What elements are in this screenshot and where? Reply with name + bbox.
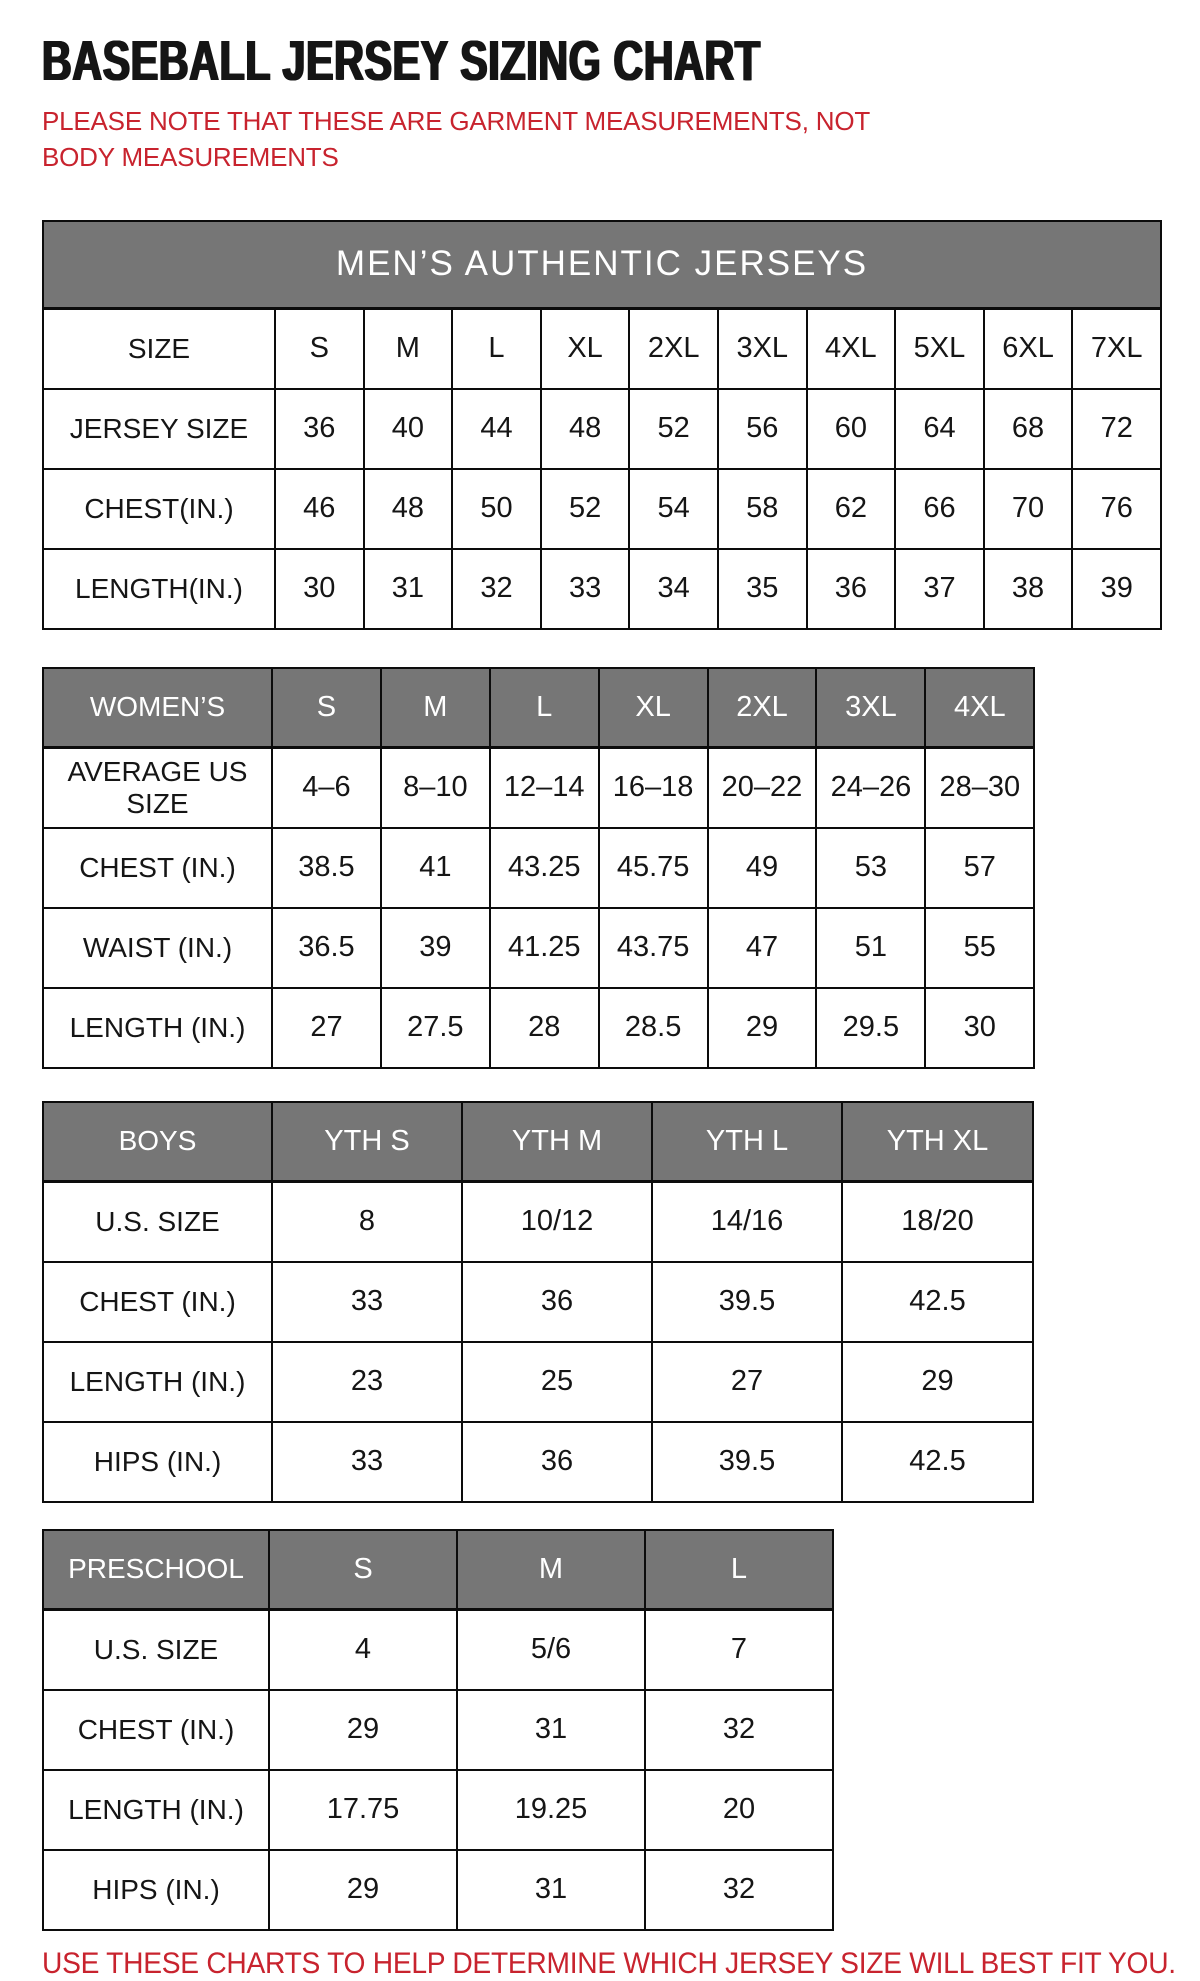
value-cell: 33 [272,1422,462,1502]
value-cell: 35 [718,549,807,629]
mens-table-title-row [43,221,1161,309]
value-cell: 29 [842,1342,1033,1422]
value-cell: 5/6 [457,1610,645,1690]
row-label: JERSEY SIZE [43,389,275,469]
value-cell: 52 [629,389,718,469]
col-header: L [645,1530,833,1610]
value-cell: 8 [272,1182,462,1262]
row-label: U.S. SIZE [43,1610,269,1690]
table-header-label: PRESCHOOL [43,1530,269,1610]
row-label: SIZE [43,309,275,389]
preschool-length-row [43,1770,833,1850]
value-cell: 47 [708,908,817,988]
value-cell: 29 [269,1850,457,1930]
value-cell: 46 [275,469,364,549]
boys-chest-row [43,1262,1033,1342]
col-header: XL [541,309,630,389]
value-cell: 50 [452,469,541,549]
value-cell: 31 [457,1690,645,1770]
col-header: YTH XL [842,1102,1033,1182]
col-header: 5XL [895,309,984,389]
row-label: WAIST (IN.) [43,908,272,988]
value-cell: 60 [807,389,896,469]
value-cell: 32 [452,549,541,629]
value-cell: 25 [462,1342,652,1422]
value-cell: 28–30 [925,748,1034,828]
preschool-hips-row [43,1850,833,1930]
value-cell: 28.5 [599,988,708,1068]
value-cell: 42.5 [842,1262,1033,1342]
value-cell: 32 [645,1690,833,1770]
value-cell: 4 [269,1610,457,1690]
value-cell: 66 [895,469,984,549]
value-cell: 38.5 [272,828,381,908]
table-header-label: WOMEN’S [43,668,272,748]
value-cell: 42.5 [842,1422,1033,1502]
value-cell: 31 [364,549,453,629]
value-cell: 36 [462,1262,652,1342]
value-cell: 31 [457,1850,645,1930]
value-cell: 39 [1072,549,1161,629]
page-title-text: BASEBALL JERSEY SIZING CHART [42,29,761,93]
value-cell: 53 [816,828,925,908]
col-header: YTH L [652,1102,842,1182]
col-header: YTH M [462,1102,652,1182]
boys-hips-row [43,1422,1033,1502]
fit-advice-note [42,1947,1200,1981]
value-cell: 36 [462,1422,652,1502]
value-cell: 76 [1072,469,1161,549]
value-cell: 29.5 [816,988,925,1068]
mens-size-header-row [43,309,1161,389]
value-cell: 10/12 [462,1182,652,1262]
mens-chest-row [43,469,1161,549]
value-cell: 36 [807,549,896,629]
col-header: 3XL [718,309,807,389]
row-label: HIPS (IN.) [43,1850,269,1930]
col-header: 3XL [816,668,925,748]
row-label: CHEST (IN.) [43,1690,269,1770]
value-cell: 58 [718,469,807,549]
value-cell: 30 [925,988,1034,1068]
value-cell: 70 [984,469,1073,549]
womens-us-size-row [43,748,1034,828]
womens-header-row [43,668,1034,748]
row-label: CHEST (IN.) [43,1262,272,1342]
value-cell: 36 [275,389,364,469]
value-cell: 57 [925,828,1034,908]
value-cell: 41.25 [490,908,599,988]
value-cell: 28 [490,988,599,1068]
row-label: U.S. SIZE [43,1182,272,1262]
value-cell: 34 [629,549,718,629]
value-cell: 43.75 [599,908,708,988]
value-cell: 37 [895,549,984,629]
value-cell: 18/20 [842,1182,1033,1262]
garment-measurement-note: PLEASE NOTE THAT THESE ARE GARMENT MEASUREMENTS, NOT BODY MEASUREMENTS [42,105,870,172]
value-cell: 8–10 [381,748,490,828]
value-cell: 14/16 [652,1182,842,1262]
fit-advice-text: USE THESE CHARTS TO HELP DETERMINE WHICH JERSEY SIZE WILL BEST FIT YOU. [42,1946,1176,1980]
value-cell: 27 [272,988,381,1068]
row-label: LENGTH (IN.) [43,988,272,1068]
value-cell: 64 [895,389,984,469]
value-cell: 56 [718,389,807,469]
col-header: S [272,668,381,748]
womens-sizing-table [42,667,1035,1069]
col-header: L [490,668,599,748]
value-cell: 17.75 [269,1770,457,1850]
col-header: S [275,309,364,389]
preschool-chest-row [43,1690,833,1770]
table-header-label: BOYS [43,1102,272,1182]
row-label: LENGTH (IN.) [43,1342,272,1422]
preschool-sizing-table [42,1529,834,1931]
value-cell: 27 [652,1342,842,1422]
value-cell: 33 [541,549,630,629]
mens-sizing-table [42,220,1162,630]
col-header: 6XL [984,309,1073,389]
value-cell: 41 [381,828,490,908]
value-cell: 52 [541,469,630,549]
value-cell: 54 [629,469,718,549]
value-cell: 36.5 [272,908,381,988]
value-cell: 44 [452,389,541,469]
value-cell: 40 [364,389,453,469]
col-header: 4XL [807,309,896,389]
value-cell: 68 [984,389,1073,469]
mens-table-title: MEN’S AUTHENTIC JERSEYS [43,221,1161,309]
value-cell: 16–18 [599,748,708,828]
value-cell: 30 [275,549,364,629]
preschool-header-row [43,1530,833,1610]
value-cell: 32 [645,1850,833,1930]
value-cell: 7 [645,1610,833,1690]
value-cell: 72 [1072,389,1161,469]
boys-us-size-row [43,1182,1033,1262]
value-cell: 49 [708,828,817,908]
value-cell: 19.25 [457,1770,645,1850]
row-label: CHEST (IN.) [43,828,272,908]
col-header: L [452,309,541,389]
col-header: M [364,309,453,389]
boys-header-row [43,1102,1033,1182]
value-cell: 62 [807,469,896,549]
value-cell: 23 [272,1342,462,1422]
value-cell: 48 [364,469,453,549]
row-label: AVERAGE US SIZE [43,748,272,828]
value-cell: 29 [708,988,817,1068]
value-cell: 51 [816,908,925,988]
boys-sizing-table [42,1101,1034,1503]
value-cell: 20–22 [708,748,817,828]
value-cell: 39 [381,908,490,988]
value-cell: 39.5 [652,1422,842,1502]
row-label: CHEST(IN.) [43,469,275,549]
col-header: 4XL [925,668,1034,748]
col-header: XL [599,668,708,748]
value-cell: 39.5 [652,1262,842,1342]
value-cell: 48 [541,389,630,469]
col-header: 7XL [1072,309,1161,389]
value-cell: 4–6 [272,748,381,828]
col-header: S [269,1530,457,1610]
mens-jersey-size-row [43,389,1161,469]
col-header: M [457,1530,645,1610]
col-header: YTH S [272,1102,462,1182]
womens-length-row [43,988,1034,1068]
preschool-us-size-row [43,1610,833,1690]
page-title [42,29,1200,93]
mens-length-row [43,549,1161,629]
boys-length-row [43,1342,1033,1422]
value-cell: 12–14 [490,748,599,828]
row-label: LENGTH (IN.) [43,1770,269,1850]
value-cell: 45.75 [599,828,708,908]
value-cell: 55 [925,908,1034,988]
row-label: LENGTH(IN.) [43,549,275,629]
value-cell: 38 [984,549,1073,629]
col-header: 2XL [629,309,718,389]
value-cell: 33 [272,1262,462,1342]
womens-chest-row [43,828,1034,908]
value-cell: 24–26 [816,748,925,828]
col-header: 2XL [708,668,817,748]
value-cell: 43.25 [490,828,599,908]
value-cell: 20 [645,1770,833,1850]
value-cell: 27.5 [381,988,490,1068]
row-label: HIPS (IN.) [43,1422,272,1502]
col-header: M [381,668,490,748]
value-cell: 29 [269,1690,457,1770]
womens-waist-row [43,908,1034,988]
